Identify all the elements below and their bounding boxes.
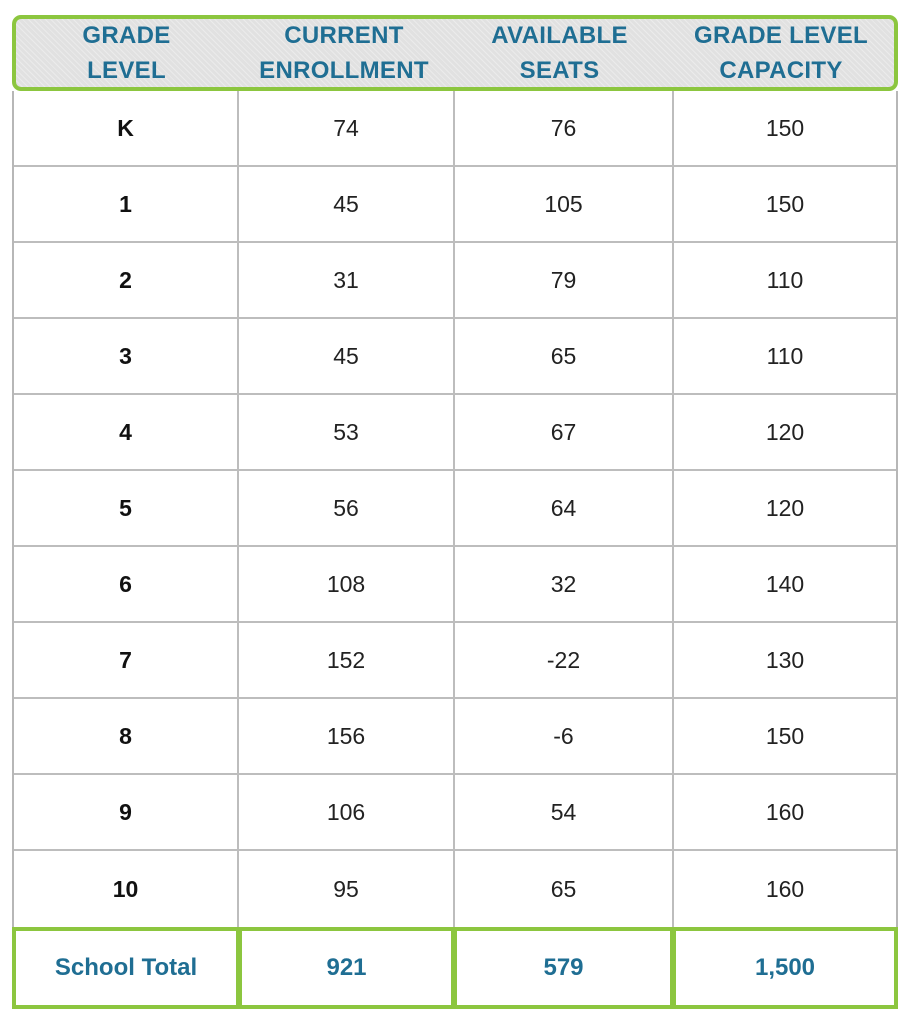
available-seats-cell: 67	[455, 395, 674, 469]
grade-cell: 8	[14, 699, 239, 773]
grade-cell: 1	[14, 167, 239, 241]
enrollment-cell: 45	[239, 319, 455, 393]
grade-cell: 3	[14, 319, 239, 393]
capacity-cell: 110	[766, 266, 804, 293]
capacity-cell: 140	[765, 570, 805, 597]
grade-cell: 10	[14, 851, 239, 927]
header-available-seats-line1: AVAILABLE	[491, 22, 628, 49]
grade-cell: 4	[14, 395, 239, 469]
total-available-seats-cell: 579	[453, 927, 674, 1009]
table-row	[14, 167, 896, 243]
grade-cell: 7	[14, 623, 239, 697]
total-label-cell: School Total	[12, 927, 240, 1009]
table-row	[14, 319, 896, 395]
table-row	[14, 547, 896, 623]
capacity-cell: 110	[766, 342, 804, 369]
enrollment-cell: 53	[239, 395, 455, 469]
header-grade-level-line1: GRADE	[82, 22, 171, 49]
table-header-row	[12, 15, 898, 91]
header-grade-level-line2: LEVEL	[87, 57, 166, 84]
enrollment-cell: 56	[239, 471, 455, 545]
available-seats-cell: -22	[455, 623, 674, 697]
table-row	[14, 471, 896, 547]
capacity-cell: 150	[765, 190, 805, 217]
enrollment-cell: 95	[239, 851, 455, 927]
available-seats-cell: 65	[455, 851, 674, 927]
capacity-cell: 120	[765, 418, 805, 445]
header-current-enrollment	[237, 19, 451, 87]
capacity-cell: 120	[765, 494, 805, 521]
available-seats-cell: -6	[455, 699, 674, 773]
header-capacity-line1: GRADE LEVEL	[694, 22, 868, 49]
capacity-cell: 160	[765, 875, 805, 902]
available-seats-cell: 65	[455, 319, 674, 393]
available-seats-cell: 54	[455, 775, 674, 849]
header-current-enrollment-line1: CURRENT	[284, 22, 404, 49]
available-seats-cell: 32	[455, 547, 674, 621]
table-row	[14, 243, 896, 319]
header-current-enrollment-line2: ENROLLMENT	[259, 57, 429, 84]
header-grade-level	[16, 19, 237, 87]
available-seats-cell: 64	[455, 471, 674, 545]
enrollment-cell: 106	[239, 775, 455, 849]
capacity-cell: 150	[765, 114, 805, 141]
table-row	[14, 623, 896, 699]
header-available-seats-line2: SEATS	[519, 57, 600, 84]
enrollment-cell: 31	[239, 243, 455, 317]
table-row	[14, 699, 896, 775]
capacity-cell: 130	[765, 646, 805, 673]
school-total-row	[12, 927, 898, 1009]
header-capacity-line2: CAPACITY	[719, 57, 843, 84]
grade-cell: K	[14, 91, 239, 165]
enrollment-cell: 108	[239, 547, 455, 621]
capacity-cell: 160	[765, 798, 805, 825]
header-grade-level-capacity	[668, 19, 894, 87]
header-available-seats	[451, 19, 668, 87]
table-row	[14, 91, 896, 167]
enrollment-cell: 74	[239, 91, 455, 165]
available-seats-cell: 79	[455, 243, 674, 317]
grade-cell: 9	[14, 775, 239, 849]
enrollment-table	[12, 15, 898, 1009]
total-capacity-cell: 1,500	[672, 927, 898, 1009]
table-row	[14, 775, 896, 851]
grade-cell: 2	[14, 243, 239, 317]
grade-cell: 5	[14, 471, 239, 545]
enrollment-cell: 45	[239, 167, 455, 241]
table-row	[14, 851, 896, 927]
total-enrollment-cell: 921	[238, 927, 455, 1009]
enrollment-cell: 156	[239, 699, 455, 773]
table-body	[12, 91, 898, 927]
grade-cell: 6	[14, 547, 239, 621]
available-seats-cell: 105	[455, 167, 674, 241]
enrollment-cell: 152	[239, 623, 455, 697]
available-seats-cell: 76	[455, 91, 674, 165]
capacity-cell: 150	[765, 722, 805, 749]
table-row	[14, 395, 896, 471]
